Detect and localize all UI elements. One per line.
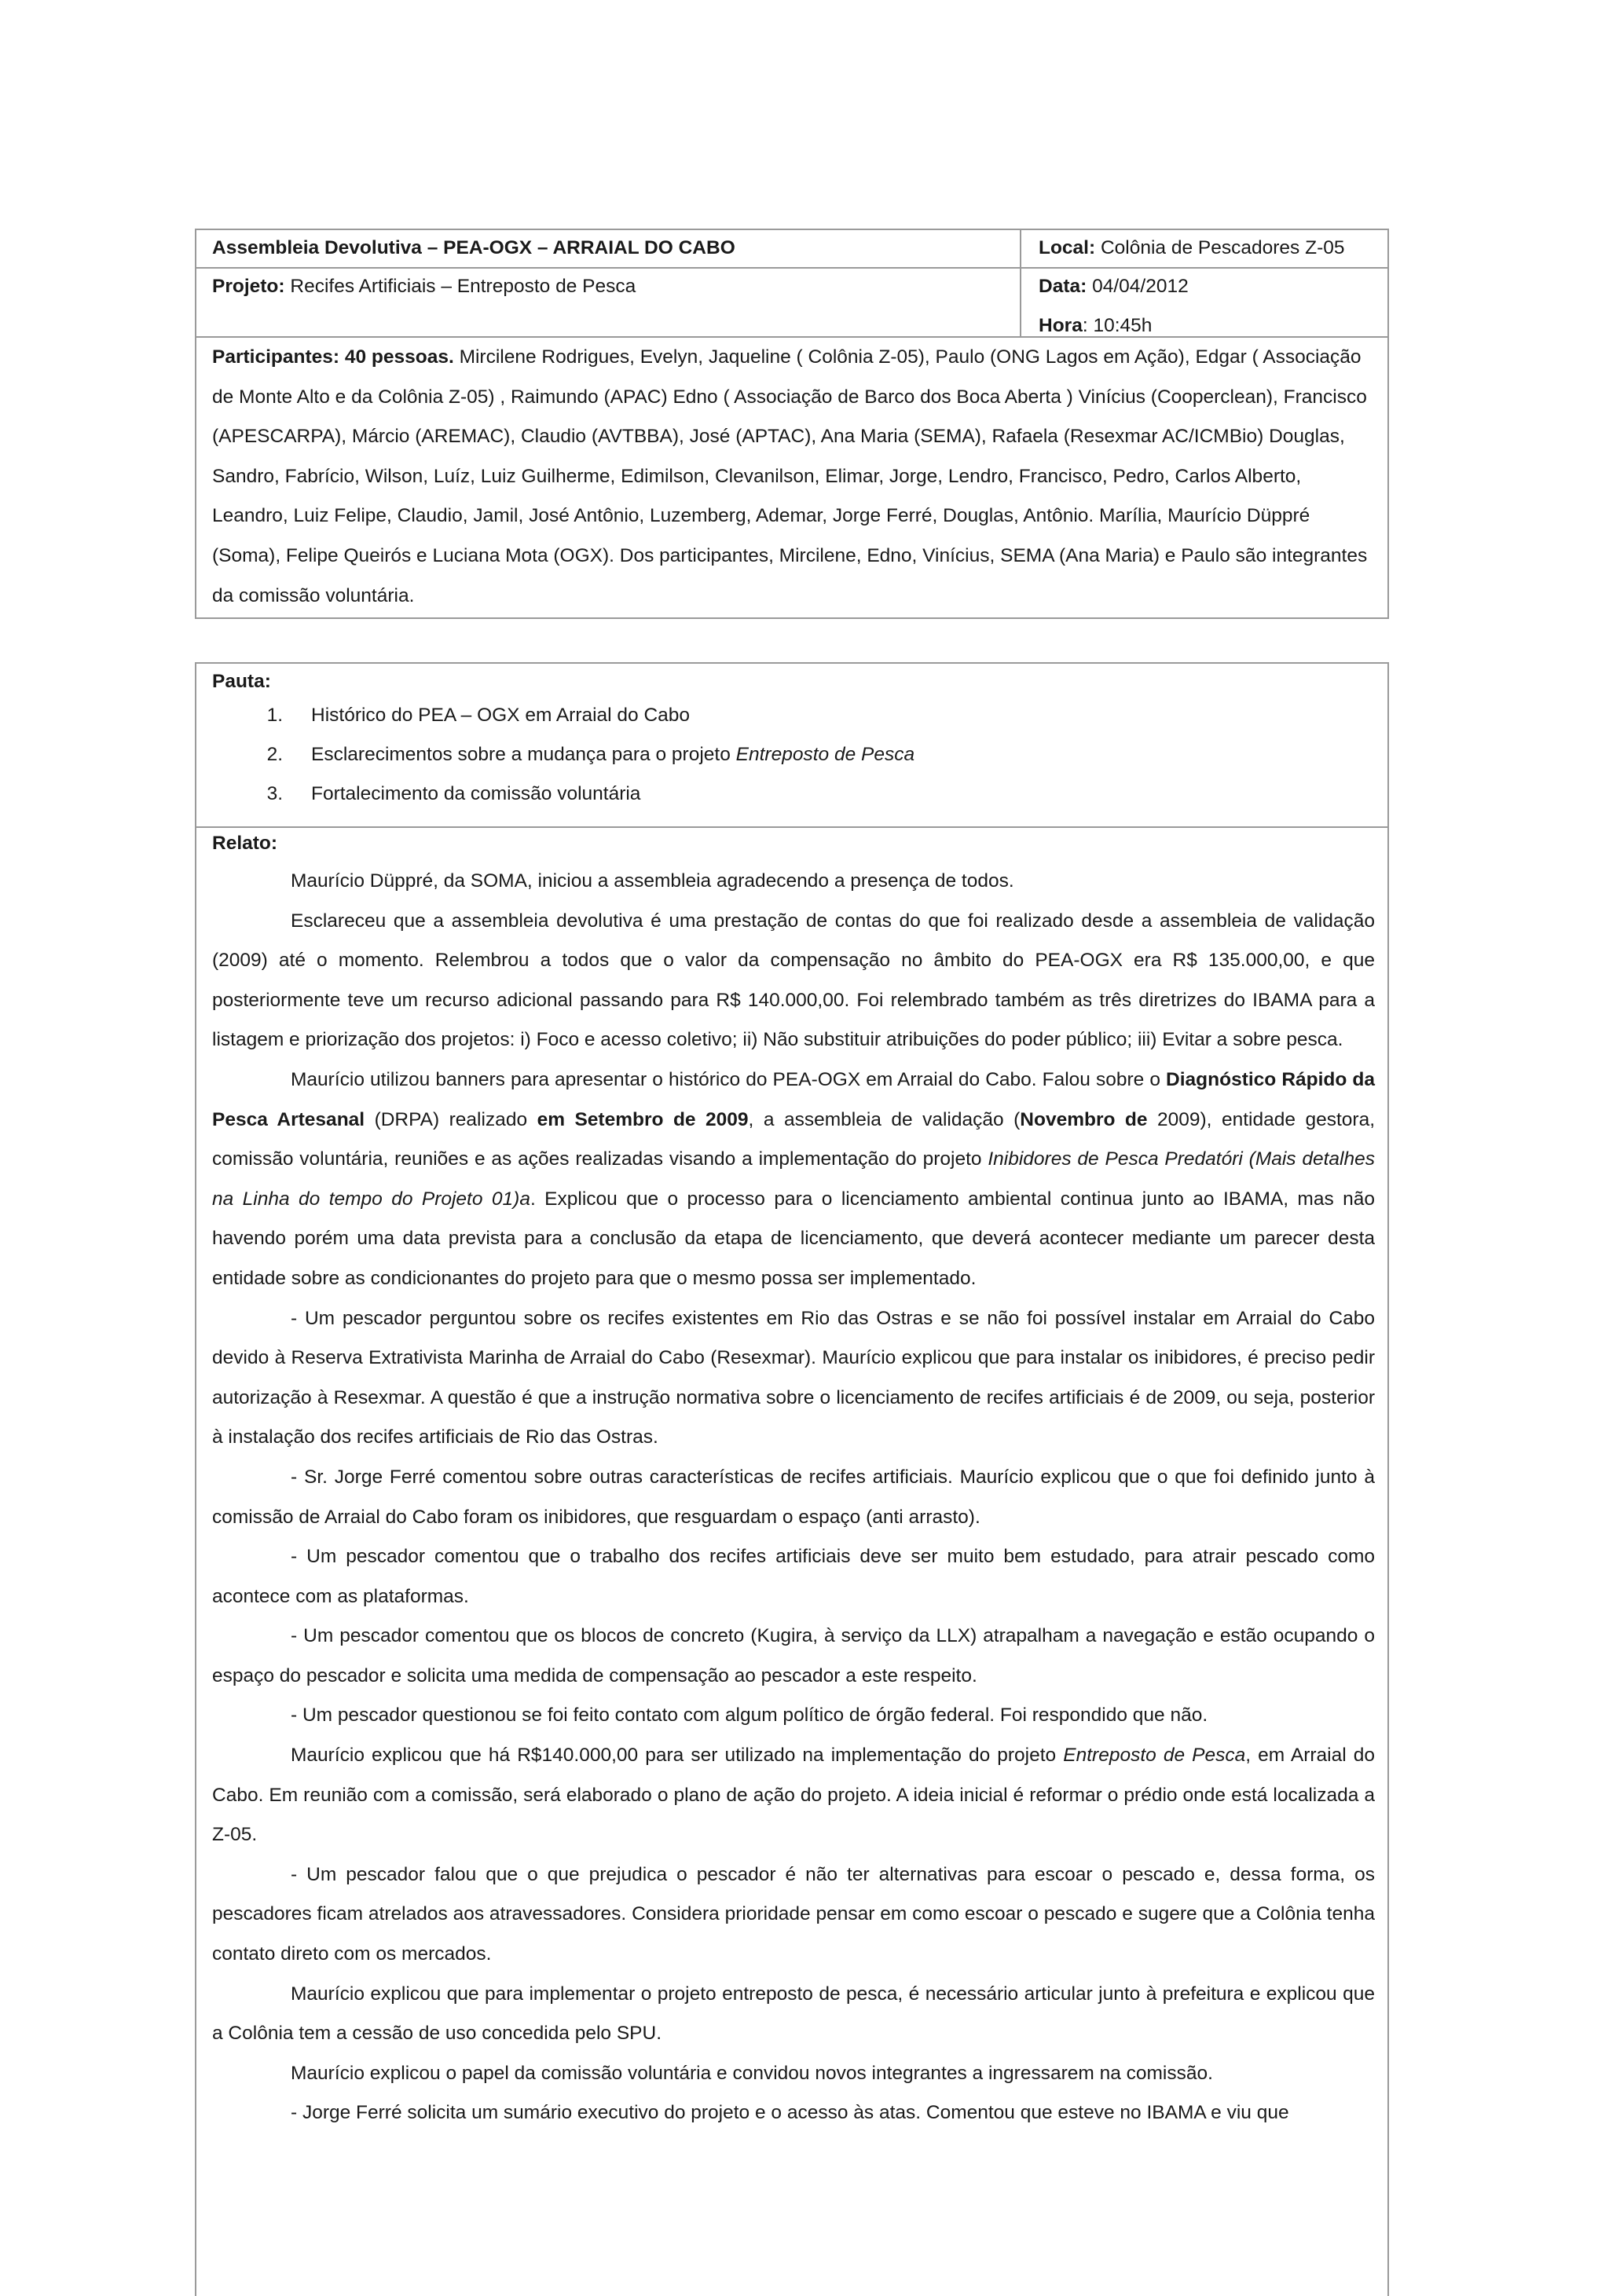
report-paragraph: Maurício explicou que há R$140.000,00 para ser utilizado na implementação do projeto Entreposto de Pesca, em Arraial do Cabo. Em reunião com a comissão, será elaborado o plano de ação do projeto. A ideia inicial é reformar o prédio onde está localizada a Z-05. [212,1745,1375,1846]
pauta-label: Pauta: [212,671,271,692]
agenda-text: Fortalecimento da comissão voluntária [311,783,641,804]
agenda-number: 1. [266,705,283,726]
agenda-number: 2. [266,744,283,765]
agenda-number: 3. [266,783,283,804]
report-paragraph: Maurício utilizou banners para apresentar o histórico do PEA-OGX em Arraial do Cabo. Falou sobre o Diagnóstico Rápido da Pesca Artesanal (DRPA) realizado em Setembro de 2009, a assembleia de validação (Novembro de 2009), entidade gestora, comissão voluntária, reuniões e as ações realizadas visando a implementação do projeto Inibidores de Pesca Predatóri (Mais detalhes na Linha do tempo do Projeto 01)a. Explicou que o processo para o licenciamento ambiental continua junto ao IBAMA, mas não havendo porém uma data prevista para a conclusão da etapa de licenciamento, que deverá acontecer mediante um parecer desta entidade sobre as condicionantes do projeto para que o mesmo possa ser implementado. [212,1068,1376,1289]
report-paragraph: - Um pescador comentou que o trabalho dos recifes artificiais deve ser muito bem estudado, para atrair pescado como acontece com as plataformas. [212,1546,1375,1607]
report-paragraph: Maurício explicou o papel da comissão voluntária e convidou novos integrantes a ingressarem na comissão. [291,2062,1213,2084]
header-row-project [196,269,1387,338]
report-body [212,862,1375,2133]
agenda-report-table [195,662,1389,2296]
participants-block [212,338,1375,616]
agenda-text: Esclarecimentos sobre a mudança para o projeto Entreposto de Pesca [311,744,915,765]
date-field: Data: 04/04/2012 [1039,276,1189,297]
report-paragraph: - Um pescador falou que o que prejudica o pescador é não ter alternativas para escoar o pescado e, dessa forma, os pescadores ficam atrelados aos atravessadores. Considera prioridade pensar em como escoar o pescado e sugere que a Colônia tenha contato direto com os mercados. [212,1863,1375,1965]
agenda-text: Histórico do PEA – OGX em Arraial do Cabo [311,705,691,726]
header-table [195,229,1389,619]
report-paragraph: Esclareceu que a assembleia devolutiva é uma prestação de contas do que foi realizado desde a assembleia de validação (2009) até o momento. Relembrou a todos que o valor da compensação no âmbito do PEA-OGX era R$ 135.000,00, e que posteriormente teve um recurso adicional passando para R$ 140.000,00. Foi relembrado também as três diretrizes do IBAMA para a listagem e priorização dos projetos: i) Foco e acesso coletivo; ii) Não substituir atribuições do poder público; iii) Evitar a sobre pesca. [212,910,1375,1051]
time-field: Hora: 10:45h [1039,315,1153,336]
report-paragraph: Maurício explicou que para implementar o projeto entreposto de pesca, é necessário articular junto à prefeitura e explicou que a Colônia tem a cessão de uso concedida pelo SPU. [212,1983,1375,2045]
header-row-title [196,230,1387,269]
column-divider [1020,230,1021,338]
assembly-title: Assembleia Devolutiva – PEA-OGX – ARRAIAL DO CABO [212,237,735,258]
report-paragraph: Maurício Düppré, da SOMA, iniciou a assembleia agradecendo a presença de todos. [291,870,1014,892]
participants-text: Mircilene Rodrigues, Evelyn, Jaqueline ( Colônia Z-05), Paulo (ONG Lagos em Ação), Edgar ( Associação de Monte Alto e da Colônia Z-05) , Raimundo (APAC) Edno ( Associação de Barco dos Boca Aberta ) Vinícius (Cooperclean), Francisco (APESCARPA), Márcio (AREMAC), Claudio (AVTBBA), José (APTAC), Ana Maria (SEMA), Rafaela (Resexmar AC/ICMBio) Douglas, Sandro, Fabrício, Wilson, Luíz, Luiz Guilherme, Edimilson, Clevanilson, Elimar, Jorge, Lendro, Francisco, Pedro, Carlos Alberto, Leandro, Luiz Felipe, Claudio, Jamil, José Antônio, Luzemberg, Ademar, Jorge Ferré, Douglas, Antônio. Marília, Maurício Düppré (Soma), Felipe Queirós e Luciana Mota (OGX). Dos participantes, Mircilene, Edno, Vinícius, SEMA (Ana Maria) e Paulo são integrantes da comissão voluntária. [212,346,1368,606]
relato-label: Relato: [212,833,278,854]
report-paragraph: - Um pescador perguntou sobre os recifes existentes em Rio das Ostras e se não foi possível instalar em Arraial do Cabo devido à Reserva Extrativista Marinha de Arraial do Cabo (Resexmar). Maurício explicou que para instalar os inibidores, é preciso pedir autorização à Resexmar. A questão é que a instrução normativa sobre o licenciamento de recifes artificiais é de 2009, ou seja, posterior à instalação dos recifes artificiais de Rio das Ostras. [212,1307,1375,1448]
section-divider [196,826,1387,828]
report-paragraph: - Um pescador comentou que os blocos de concreto (Kugira, à serviço da LLX) atrapalham a navegação e estão ocupando o espaço do pescador e solicita uma medida de compensação ao pescador a este respeito. [212,1625,1375,1686]
project-field: Projeto: Recifes Artificiais – Entreposto de Pesca [212,276,636,297]
participants-label: Participantes: 40 pessoas. [212,346,454,368]
local-field: Local: Colônia de Pescadores Z-05 [1039,237,1345,258]
report-paragraph: - Sr. Jorge Ferré comentou sobre outras características de recifes artificiais. Maurício explicou que o que foi definido junto à comissão de Arraial do Cabo foram os inibidores, que resguardam o espaço (anti arrasto). [212,1466,1375,1528]
report-paragraph: - Um pescador questionou se foi feito contato com algum político de órgão federal. Foi respondido que não. [291,1705,1208,1727]
report-paragraph: - Jorge Ferré solicita um sumário executivo do projeto e o acesso às atas. Comentou que esteve no IBAMA e viu que [291,2102,1289,2124]
